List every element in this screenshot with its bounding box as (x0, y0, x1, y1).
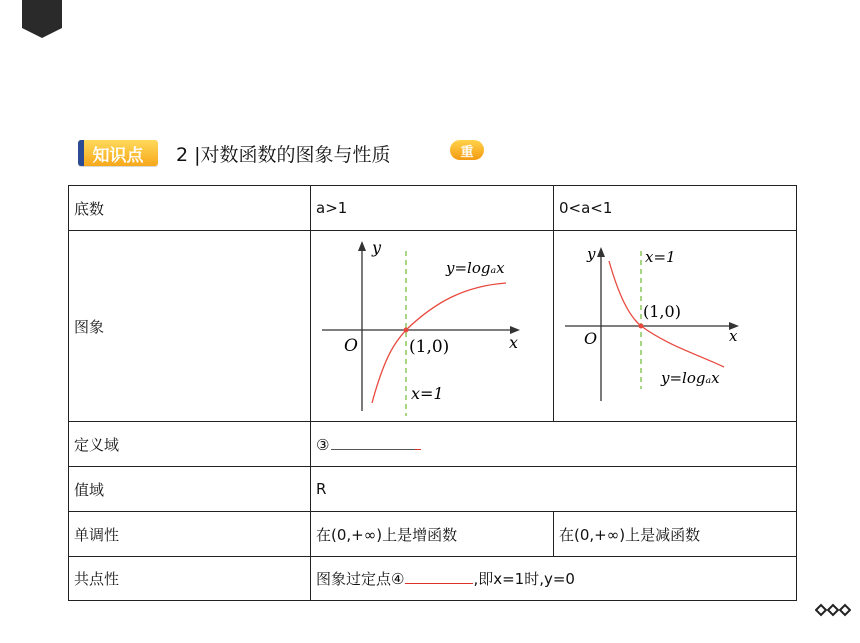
blank-red-tick (415, 449, 421, 450)
y-axis-label: y (587, 245, 596, 263)
y-axis-arrow-icon (358, 241, 366, 251)
knowledge-point-badge (78, 140, 158, 166)
table-row (69, 557, 797, 601)
knowledge-point-label: 知识点 (92, 145, 144, 166)
cell-text: 在(0,+∞)上是减函数 (559, 525, 701, 544)
asymptote-label: x=1 (645, 248, 676, 266)
origin-label: O (344, 336, 358, 356)
x-axis-label: x (729, 327, 738, 345)
table-row (69, 186, 797, 231)
blank-number: ③ (316, 435, 330, 454)
point-label: (1,0) (409, 337, 450, 357)
table-row (69, 231, 797, 422)
cell-text: 在(0,+∞)上是增函数 (316, 525, 458, 544)
curve-label: y=logₐx (446, 259, 505, 277)
log-graph-increasing (316, 231, 556, 417)
section-title: 2 |对数函数的图象与性质 (176, 143, 391, 166)
curve-label: y=logₐx (661, 369, 720, 387)
cell-common-point (311, 557, 797, 601)
cell-text: a>1 (316, 199, 348, 217)
origin-label: O (584, 329, 598, 348)
graph-increasing-cell (311, 231, 554, 422)
graph-decreasing-cell (554, 231, 797, 422)
cell-base-less-1 (554, 186, 797, 231)
cell-base-greater-1 (311, 186, 554, 231)
fixed-point-marker (404, 328, 409, 333)
table-row (69, 512, 797, 557)
cell-range (311, 467, 797, 512)
corner-tab-icon (22, 0, 62, 38)
cell-text: 图象过定点④ (316, 570, 405, 588)
cell-domain (311, 422, 797, 467)
row-label-common-point: 共点性 (69, 557, 311, 601)
x-axis-label: x (509, 333, 519, 352)
table-row (69, 422, 797, 467)
properties-table (68, 185, 797, 601)
answer-blank (405, 569, 473, 584)
row-label-base: 底数 (69, 186, 311, 231)
cell-text: ,即x=1时,y=0 (473, 570, 575, 588)
y-axis-label: y (372, 238, 382, 257)
cell-increasing (311, 512, 554, 557)
row-label-monotonicity: 单调性 (69, 512, 311, 557)
fixed-point-marker (639, 324, 644, 329)
importance-label: 重 (460, 144, 474, 160)
table-row (69, 467, 797, 512)
log-graph-decreasing (559, 231, 799, 417)
section-heading (78, 138, 391, 168)
cell-text: R (316, 480, 327, 498)
importance-badge (450, 140, 484, 160)
y-axis-arrow-icon (597, 247, 605, 257)
answer-blank (331, 435, 417, 450)
nav-dots-icon[interactable] (815, 602, 851, 618)
asymptote-label: x=1 (411, 384, 444, 403)
cell-text: 0<a<1 (559, 199, 613, 217)
row-label-domain: 定义域 (69, 422, 311, 467)
row-label-range: 值域 (69, 467, 311, 512)
point-label: (1,0) (643, 302, 681, 321)
cell-decreasing (554, 512, 797, 557)
row-label-graph: 图象 (69, 231, 311, 422)
